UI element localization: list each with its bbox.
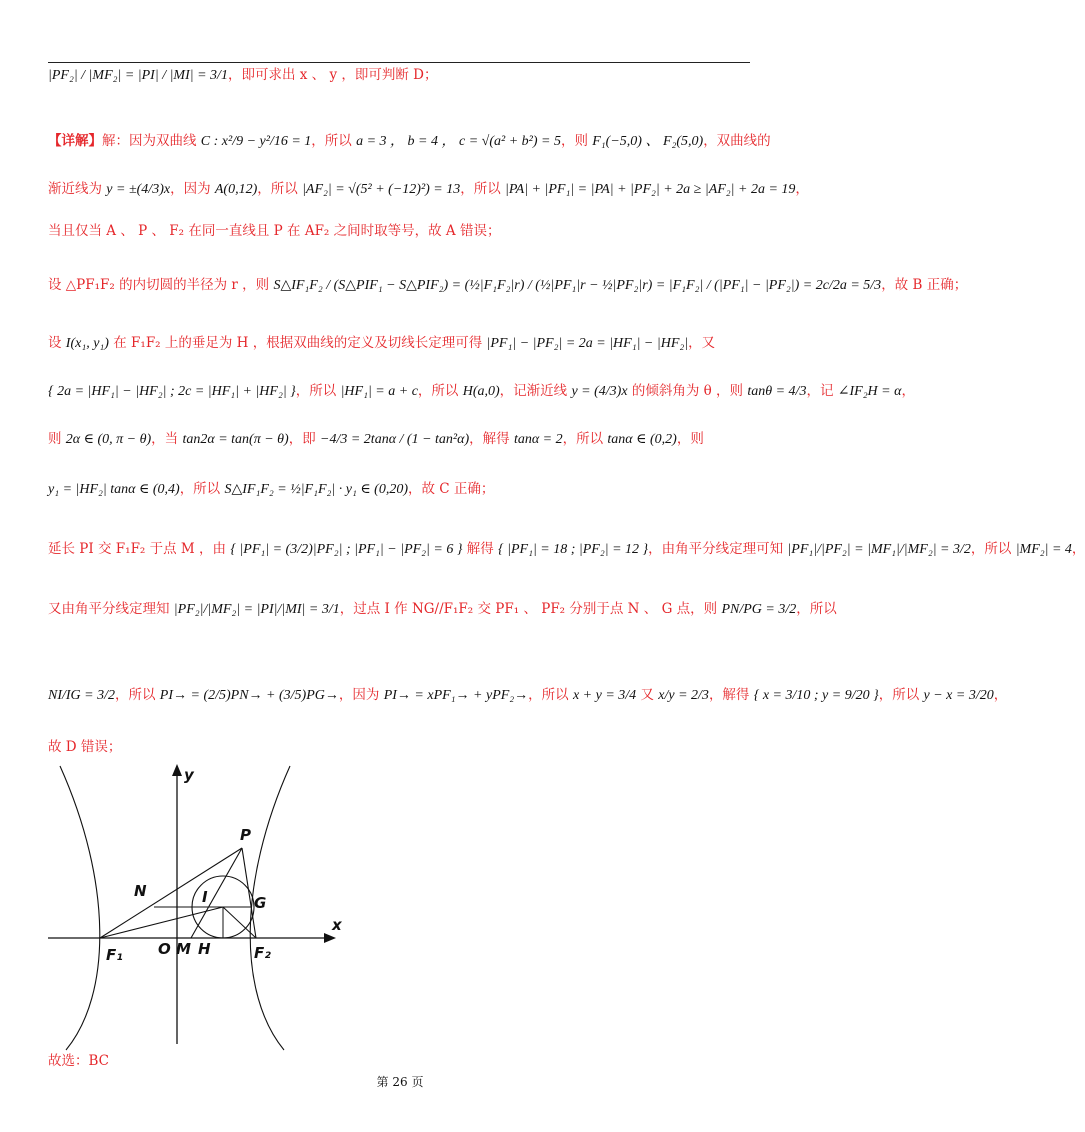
text-line-10 [48,540,1085,560]
label-p: P [240,826,251,844]
text: 则 [48,431,66,447]
x-axis-arrow [324,933,336,943]
text: ， [901,383,915,399]
text: ，所以 [295,383,341,399]
formula: 2α ∈ (0, π − θ) [65,432,152,447]
text: ，由角平分线定理可知 [648,541,788,557]
y-axis-arrow [172,764,182,776]
text: 设 △PF₁F₂ 的内切圆的半径为 r ，则 [48,277,274,293]
text: ，双曲线的 [703,133,771,149]
segment-if1 [100,907,223,938]
formula: |PF₁| − |PF₂| = 2a = |HF₁| − |HF₂| [486,336,689,351]
text-line-3 [48,180,809,200]
detail-tag: 【详解】 [48,133,102,149]
formula: |MF₂| = 4 [1015,542,1072,557]
text-line-6 [48,334,756,354]
formula: C : x²/9 − y²/16 = 1 [200,134,312,149]
formula: |AF₂| = √(5² + (−12)²) = 13 [302,182,461,197]
text: ，故 C 正确； [408,481,495,497]
text: ，过点 I 作 NG//F₁F₂ 交 PF₁ 、 PF₂ 分别于点 N 、 G 点，则 [339,601,722,617]
text: 设 [48,335,66,351]
formula: ∠IF₂H = α [837,384,902,399]
text-line-12 [48,686,1008,706]
text: ，当 [151,431,183,447]
page-number: 第 26 页 [376,1075,424,1089]
formula: PI→ = (2/5)PN→ + (3/5)PG→ [159,688,339,703]
formula: PI→ = xPF₁→ + yPF₂→ [383,688,529,703]
header-rule [48,62,750,63]
text-line-5 [48,276,968,296]
label-f2: F₂ [254,944,271,962]
label-m: M [176,940,191,958]
hyperbola-figure [40,762,360,1052]
label-i: I [202,888,208,906]
text-line-13 [48,738,756,756]
text-line-4 [48,222,756,240]
text: 当且仅当 A 、 P 、 F₂ 在同一直线且 P 在 AF₂ 之间时取等号，故 A 错误； [48,223,501,239]
text: ，所以 [311,133,357,149]
answer-text: 故选：BC [48,1053,110,1069]
text: ，记 [806,383,838,399]
formula: tan2α = tan(π − θ) [182,432,289,447]
text: ，所以 [115,687,160,703]
text: ，所以 [562,431,608,447]
text: ，则 [560,133,593,149]
text: 解：因为双曲线 [102,133,201,149]
formula: |HF₁| = a + c [340,384,418,399]
formula: |PA| + |PF₁| = |PA| + |PF₂| + 2a ≥ |AF₂| + 2a = 19 [505,182,796,197]
formula: PN/PG = 3/2 [721,602,797,617]
formula: a = 3 ， b = 4 ， c = √(a² + b²) = 5 [356,134,561,149]
text-line-9 [48,480,756,500]
formula: { x = 3/10 ; y = 9/20 } [753,688,879,703]
text: ，故 B 正确； [881,277,968,293]
text: ，因为 [170,181,215,197]
text: ，所以 [878,687,924,703]
formula: y = (4/3)x [571,384,628,399]
text: 解得 [462,541,499,557]
segment-pm [191,848,242,938]
text: ，解得 [708,687,754,703]
text: ，所以 [417,383,463,399]
text: ，解得 [469,431,514,447]
text: 故 D 错误； [48,739,122,755]
text: ，所以 [460,181,506,197]
formula: { |PF₁| = (3/2)|PF₂| ; |PF₁| − |PF₂| = 6 } [230,542,463,557]
label-h: H [198,940,211,958]
text: 延长 PI 交 F₁F₂ 于点 M ，由 [48,541,231,557]
text-line-2 [48,132,771,152]
text-line-11 [48,600,837,620]
text: ，所以 [257,181,303,197]
text-line-1 [48,66,756,86]
hyperbola-left-branch [60,766,100,1050]
formula: S△IF₁F₂ / (S△PIF₁ − S△PIF₂) = (½|F₁F₂|r) / (½|PF₁|r − ½|PF₂|r) = |F₁F₂| / (|PF₁| − |PF₂|) = 2c/2a = 5/3 [273,278,882,293]
text: ，因为 [338,687,384,703]
answer-line [48,1052,756,1070]
label-x: x [332,916,342,934]
formula: A(0,12) [214,182,258,197]
formula: tanα = 2 [513,432,563,447]
formula: |PF₂|/|MF₂| = |PI|/|MI| = 3/1 [173,602,340,617]
text: ， [993,687,1008,703]
text: ，又 [688,335,716,351]
text: ，即可求出 x 、 y ，即可判断 D； [227,67,438,83]
text: ，即 [288,431,321,447]
text: ，所以 [796,601,837,617]
formula: NI/IG = 3/2 [48,688,115,703]
text: ，则 [676,431,704,447]
label-n: N [134,882,147,900]
formula: H(a,0) [462,384,500,399]
formula: tanα ∈ (0,2) [607,432,677,447]
formula: I(x₁, y₁) [65,336,109,351]
text: ，所以 [970,541,1016,557]
formula: y₁ = |HF₂| tanα ∈ (0,4) [48,482,180,497]
text: 渐近线为 [48,181,107,197]
formula: −4/3 = 2tanα / (1 − tan²α) [320,432,470,447]
text-line-8 [48,430,756,450]
label-y: y [184,766,194,784]
label-g: G [254,894,267,912]
formula: |PF₂| / |MF₂| = |PI| / |MI| = 3/1 [48,68,228,83]
text: 又由角平分线定理知 [48,601,174,617]
text: ，所以 [179,481,225,497]
formula: |PF₁|/|PF₂| = |MF₁|/|MF₂| = 3/2 [787,542,971,557]
formula: y = ±(4/3)x [106,182,171,197]
segment-pf1 [100,848,242,938]
label-f1: F₁ [106,946,123,964]
formula: tanθ = 4/3 [747,384,807,399]
text: ，所以 [528,687,573,703]
text: ， [795,181,809,197]
formula: S△IF₁F₂ = ½|F₁F₂| · y₁ ∈ (0,20) [224,482,409,497]
text: 又 [636,687,659,703]
formula: { 2a = |HF₁| − |HF₂| ; 2c = |HF₁| + |HF₂| } [48,384,296,399]
text: ，记渐近线 [499,383,572,399]
formula: y − x = 3/20 [923,688,994,703]
text: 的倾斜角为 θ ，则 [627,383,748,399]
label-o: O [158,940,171,958]
text-line-7 [48,382,915,402]
text: ， [1071,541,1085,557]
formula: { |PF₁| = 18 ; |PF₂| = 12 } [498,542,649,557]
formula: F₁(−5,0) 、 F₂(5,0) [592,134,704,149]
text: 在 F₁F₂ 上的垂足为 H ，根据双曲线的定义及切线长定理可得 [108,335,487,351]
formula: x/y = 2/3 [658,688,709,703]
formula: x + y = 3/4 [572,688,637,703]
